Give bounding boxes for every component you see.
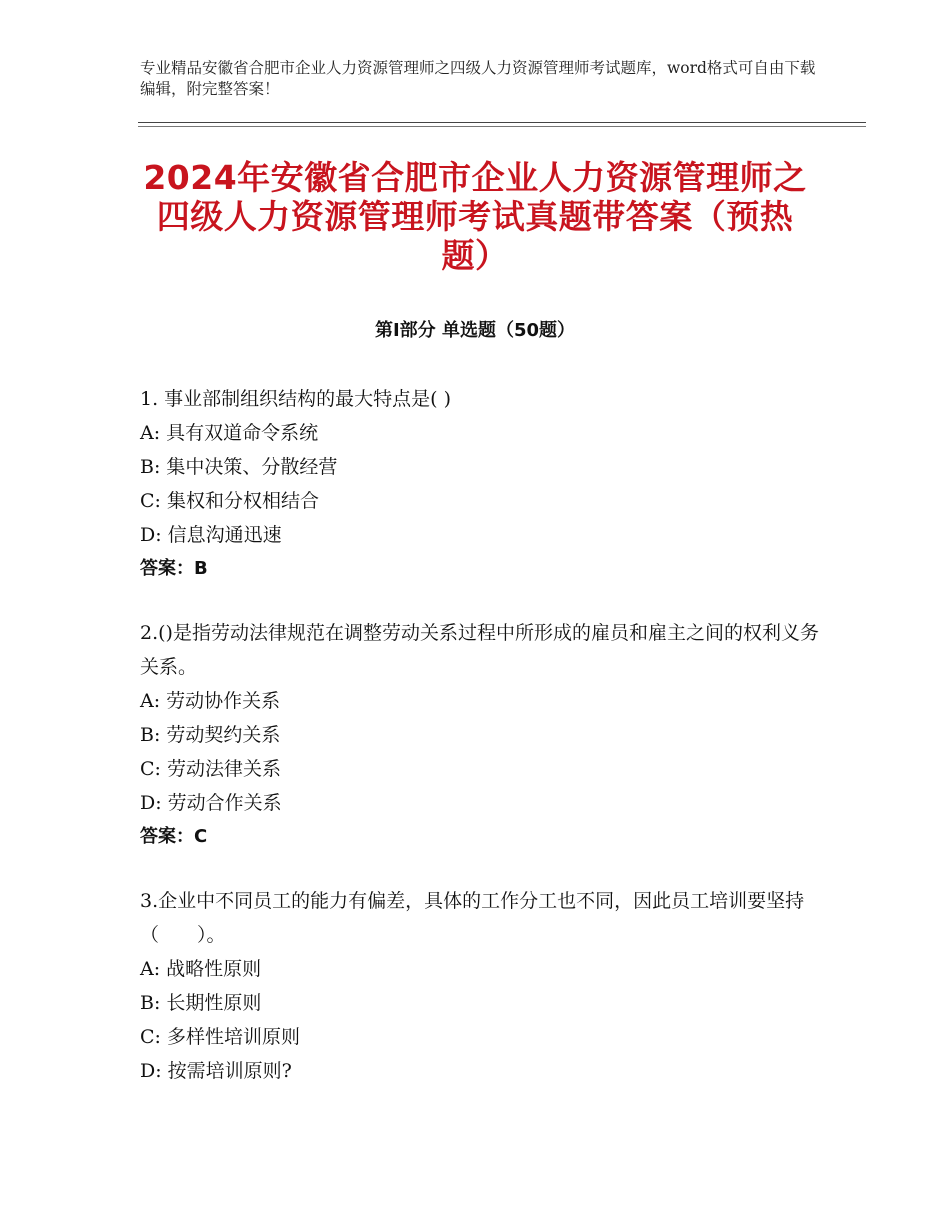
option-b: B: 长期性原则 bbox=[140, 992, 262, 1014]
question-2 bbox=[140, 616, 820, 854]
option-c: C: 多样性培训原则 bbox=[140, 1026, 300, 1048]
question-3 bbox=[140, 884, 820, 1088]
option-c: C: 集权和分权相结合 bbox=[140, 490, 319, 512]
option-a: A: 战略性原则 bbox=[140, 958, 262, 980]
option-c: C: 劳动法律关系 bbox=[140, 758, 281, 780]
answer-label: 答案：B bbox=[140, 558, 208, 579]
option-b: B: 劳动契约关系 bbox=[140, 724, 281, 746]
option-d: D: 劳动合作关系 bbox=[140, 792, 282, 814]
option-b: B: 集中决策、分散经营 bbox=[140, 456, 338, 478]
option-a: A: 具有双道命令系统 bbox=[140, 422, 319, 444]
question-list bbox=[140, 382, 820, 1118]
section-title: 第Ⅰ部分 单选题（50题） bbox=[374, 320, 575, 341]
option-d: D: 按需培训原则? bbox=[140, 1060, 292, 1082]
question-stem: 2.()是指劳动法律规范在调整劳动关系过程中所形成的雇员和雇主之间的权利义务关系。 bbox=[140, 622, 819, 678]
answer-label: 答案：C bbox=[140, 826, 208, 847]
header-divider bbox=[138, 122, 866, 123]
option-d: D: 信息沟通迅速 bbox=[140, 524, 282, 546]
header-note: 专业精品安徽省合肥市企业人力资源管理师之四级人力资源管理师考试题库，word格式可自由下载编辑，附完整答案！ bbox=[140, 59, 816, 98]
option-a: A: 劳动协作关系 bbox=[140, 690, 281, 712]
document-title: 2024年安徽省合肥市企业人力资源管理师之四级人力资源管理师考试真题带答案（预热题） bbox=[143, 158, 807, 275]
header-divider-secondary bbox=[138, 126, 866, 127]
question-stem: 3.企业中不同员工的能力有偏差，具体的工作分工也不同，因此员工培训要坚持（ ）。 bbox=[140, 890, 805, 946]
question-stem: 1. 事业部制组织结构的最大特点是( ) bbox=[140, 388, 452, 410]
question-1 bbox=[140, 382, 820, 586]
